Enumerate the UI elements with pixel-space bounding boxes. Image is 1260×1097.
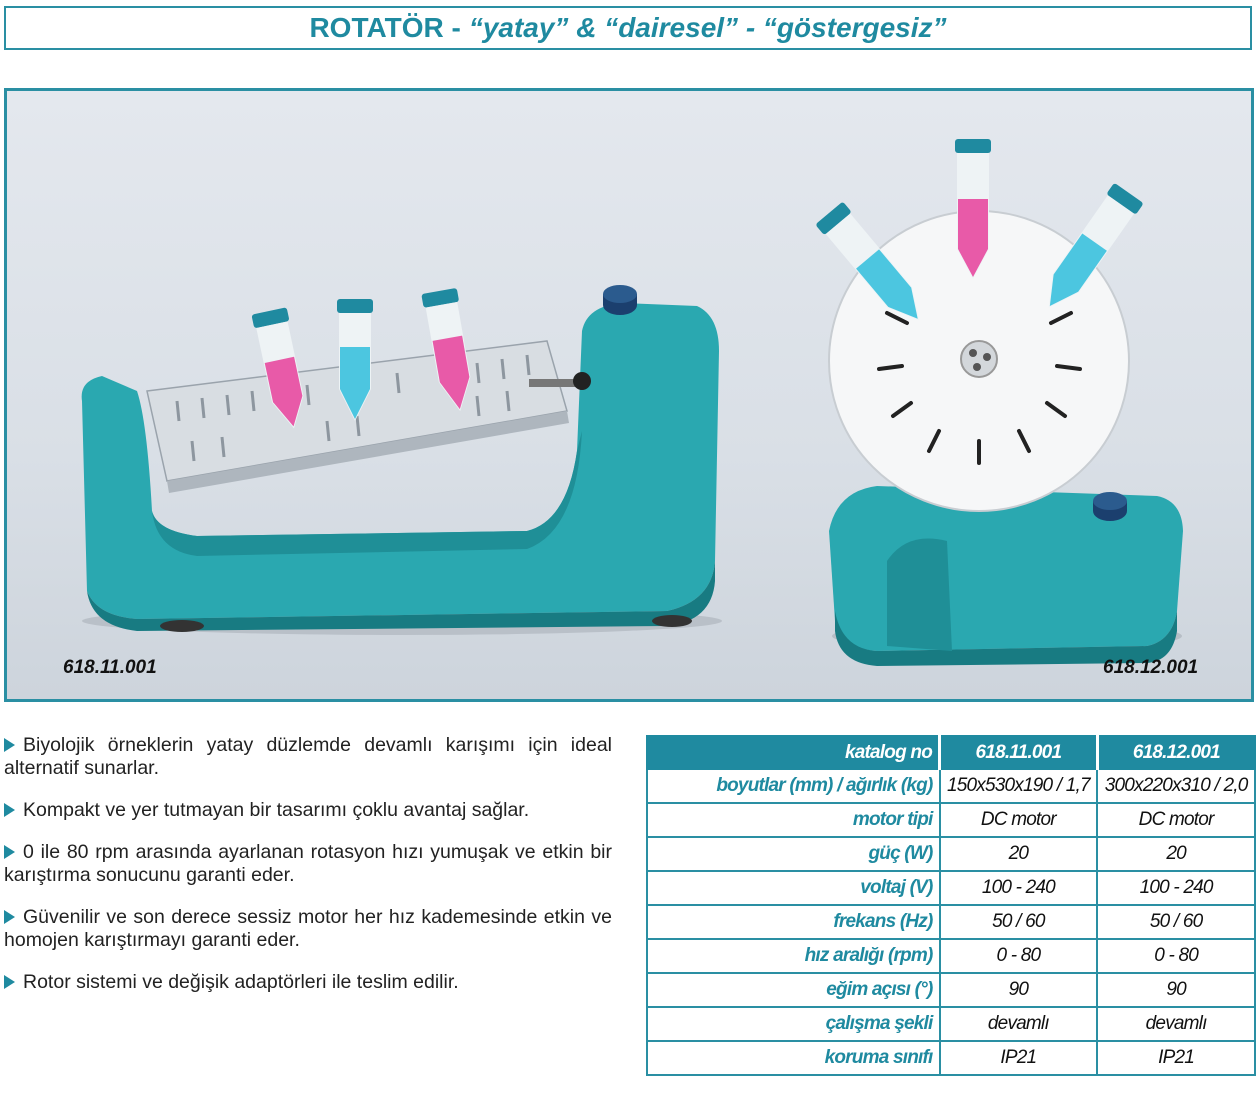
row-value: 20 — [1097, 837, 1255, 871]
row-value: devamlı — [1097, 1007, 1255, 1041]
header-cell: katalog no — [647, 736, 940, 769]
row-label: güç (W) — [647, 837, 940, 871]
row-value: 50 / 60 — [1097, 905, 1255, 939]
row-label: eğim açısı (°) — [647, 973, 940, 1007]
row-value: 300x220x310 / 2,0 — [1097, 769, 1255, 803]
row-value: IP21 — [940, 1041, 1098, 1075]
row-label: boyutlar (mm) / ağırlık (kg) — [647, 769, 940, 803]
feature-list — [4, 734, 612, 1013]
table-row — [647, 871, 1255, 905]
title-sub: “yatay” & “dairesel” - “göstergesiz” — [468, 12, 947, 43]
arrow-right-icon — [4, 738, 15, 752]
row-value: 90 — [940, 973, 1098, 1007]
row-value: 0 - 80 — [1097, 939, 1255, 973]
row-value: 100 - 240 — [1097, 871, 1255, 905]
table-row — [647, 837, 1255, 871]
table-row — [647, 973, 1255, 1007]
product-photo — [4, 88, 1254, 702]
feature-item: Rotor sistemi ve değişik adaptörleri ile teslim edilir. — [4, 971, 612, 994]
row-value: 150x530x190 / 1,7 — [940, 769, 1098, 803]
feature-item: Kompakt ve yer tutmayan bir tasarımı çoklu avantaj sağlar. — [4, 799, 612, 822]
page-title — [4, 6, 1252, 50]
row-label: hız aralığı (rpm) — [647, 939, 940, 973]
arrow-right-icon — [4, 845, 15, 859]
row-value: DC motor — [1097, 803, 1255, 837]
row-value: 90 — [1097, 973, 1255, 1007]
row-value: devamlı — [940, 1007, 1098, 1041]
table-row — [647, 939, 1255, 973]
arrow-right-icon — [4, 975, 15, 989]
table-row — [647, 1041, 1255, 1075]
feature-item: Biyolojik örneklerin yatay düzlemde devamlı karışımı için ideal alternatif sunarlar. — [4, 734, 612, 779]
left-product-code: 618.11.001 — [63, 657, 157, 678]
row-value: IP21 — [1097, 1041, 1255, 1075]
row-label: motor tipi — [647, 803, 940, 837]
horizontal-rotator — [82, 285, 722, 635]
arrow-right-icon — [4, 910, 15, 924]
table-row — [647, 905, 1255, 939]
circular-rotator — [815, 139, 1183, 666]
arrow-right-icon — [4, 803, 15, 817]
feature-item: Güvenilir ve son derece sessiz motor her hız kademesinde etkin ve homojen karıştırmayı garanti eder. — [4, 906, 612, 951]
row-value: 100 - 240 — [940, 871, 1098, 905]
row-value: DC motor — [940, 803, 1098, 837]
table-header-row — [647, 736, 1255, 769]
header-cell: 618.12.001 — [1097, 736, 1255, 769]
row-value: 50 / 60 — [940, 905, 1098, 939]
table-row — [647, 769, 1255, 803]
header-cell: 618.11.001 — [940, 736, 1098, 769]
row-label: frekans (Hz) — [647, 905, 940, 939]
rotator-illustration — [7, 91, 1251, 699]
row-label: koruma sınıfı — [647, 1041, 940, 1075]
row-value: 20 — [940, 837, 1098, 871]
row-value: 0 - 80 — [940, 939, 1098, 973]
title-main: ROTATÖR - — [309, 12, 461, 43]
spec-table — [646, 735, 1256, 1076]
row-label: çalışma şekli — [647, 1007, 940, 1041]
row-label: voltaj (V) — [647, 871, 940, 905]
table-row — [647, 803, 1255, 837]
table-row — [647, 1007, 1255, 1041]
feature-item: 0 ile 80 rpm arasında ayarlanan rotasyon hızı yumuşak ve etkin bir karıştırma sonucunu garanti eder. — [4, 841, 612, 886]
right-product-code: 618.12.001 — [1103, 657, 1199, 678]
